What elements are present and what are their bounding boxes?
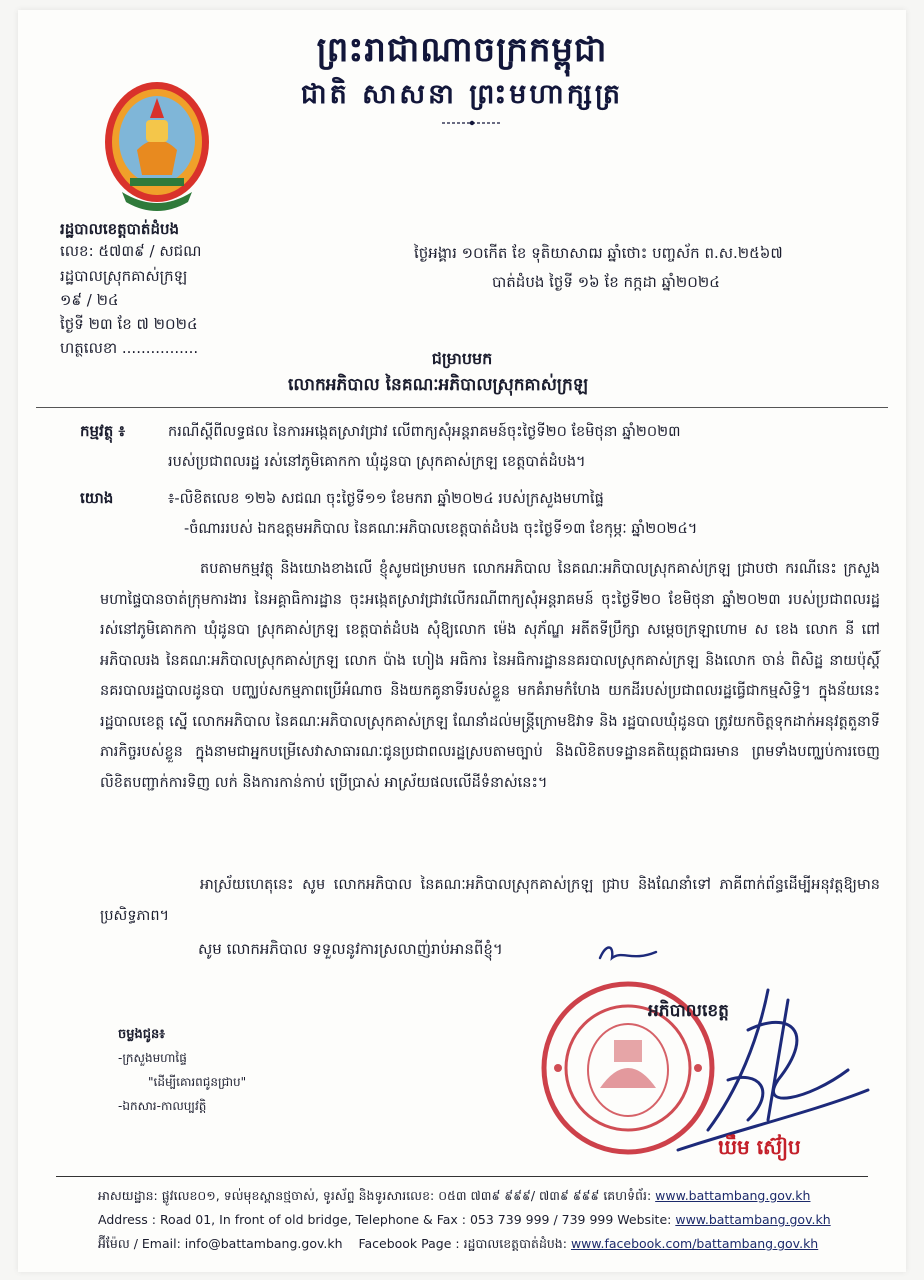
closing-line: សូម លោកអភិបាល ទទួលនូវការស្រលាញ់រាប់អានពីខ្ញុំ។ — [198, 940, 503, 958]
provincial-emblem-logo — [102, 80, 212, 220]
lunar-date: ថ្ងៃអង្គារ ១០កើត ខែ ទុតិយាសាឍ ឆ្នាំថោះ បញ្ចស័ក ព.ស.២៥៦៧ — [414, 244, 783, 262]
website-link[interactable]: www.battambang.gov.kh — [675, 1212, 831, 1227]
facebook-label: Facebook Page : រដ្ឋបាលខេត្តបាត់ដំបង: — [358, 1236, 567, 1251]
facebook-link[interactable]: www.facebook.com/battambang.gov.kh — [570, 1236, 819, 1251]
cc-item: "ដើម្បីគោរពជូនជ្រាប" — [148, 1075, 247, 1089]
recipient-name: លោកអភិបាល នៃគណៈអភិបាលស្រុកគាស់ក្រឡ — [288, 375, 589, 395]
cc-item: -ក្រសួងមហាផ្ទៃ — [118, 1051, 187, 1065]
cc-title: ចម្លងជូន៖ — [118, 1027, 165, 1042]
footer-english-address — [98, 1212, 831, 1227]
footer-khmer-address-text: អាសយដ្ឋាន: ផ្លូវលេខ០១, ទល់មុខស្ពានថ្មចាស់, ទូរស័ព្ទ និងទូរសារលេខ: ០៥៣ ៧៣៩ ៩៩៩/ ៧៣៩ ៩៩៩ គេហទំព័រ: — [98, 1188, 652, 1203]
signatory-title: អភិបាលខេត្ត — [648, 1001, 729, 1021]
footer-contact — [98, 1236, 818, 1255]
stamp-line: ថ្ងៃទី ២៣ ខែ ៧ ២០២៤ — [60, 315, 198, 333]
recipient-label: ជម្រាបមក — [431, 349, 493, 368]
sender-administration: រដ្ឋបាលខេត្តបាត់ដំបង — [60, 220, 180, 238]
header-divider — [36, 407, 888, 408]
national-motto: ជាតិ សាសនា ព្រះមហាក្សត្រ — [300, 79, 624, 110]
received-stamp — [60, 264, 360, 360]
body-paragraph-2: អាស្រ័យហេតុនេះ សូម លោកអភិបាល នៃគណៈអភិបាលស្រុកគាស់ក្រឡ ជ្រាប និងណែនាំទៅ ភាគីពាក់ព័ន្ធដើម្បីអនុវត្តឱ្យមានប្រសិទ្ធភាព។ — [100, 877, 880, 924]
website-link[interactable]: www.battambang.gov.kh — [655, 1188, 811, 1203]
cc-item: -ឯកសារ-កាលប្បវត្តិ — [118, 1099, 207, 1113]
stamp-line: ១៩ / ២៤ — [60, 291, 119, 309]
solar-date: បាត់ដំបង ថ្ងៃទី ១៦ ខែ កក្កដា ឆ្នាំ២០២៤ — [492, 273, 720, 291]
reference-number-value: ៥៧៣៩ / សជណ — [98, 242, 202, 260]
ornament-divider — [442, 120, 502, 126]
stamp-line: ហត្ថលេខា ................ — [60, 339, 199, 357]
official-letter — [18, 10, 906, 1272]
reference-line-2: -ចំណាររបស់ ឯកឧត្តមអភិបាល នៃគណៈអភិបាលខេត្តបាត់ដំបង ចុះថ្ងៃទី១៣ ខែកុម្ភៈ ឆ្នាំ២០២៤។ — [184, 521, 698, 537]
body-paragraph-1: តបតាមកម្មវត្ថុ និងយោងខាងលើ ខ្ញុំសូមជម្រាបមក លោកអភិបាល នៃគណៈអភិបាលស្រុកគាស់ក្រឡ ជ្រាបថា ករណីនេះ ក្រសួងមហាផ្ទៃបានចាត់ក្រុមការងារ នៃអគ្គាធិការដ្ឋាន ចុះអង្កេតស្រាវជ្រាវលើករណីពាក្យសុំអន្តរាគមន៍ ចុះថ្ងៃទី២០ ខែមិថុនា ឆ្នាំ២០២៣ របស់ប្រជាពលរដ្ឋរស់នៅភូមិគោកកា ឃុំដូនបា ស្រុកគាស់ក្រឡ ខេត្តបាត់ដំបង សុំឱ្យលោក ម៉េង សុភ័ណ្ឌ អតីតទីប្រឹក្សា សម្តេចក្រឡាហោម ស ខេង លោក នី ពៅ អភិបាលរង នៃគណៈអភិបាលស្រុកគាស់ក្រឡ លោក ប៉ាង ហៀង អធិការ នៃអធិការដ្ឋាននគរបាលស្រុកគាស់ក្រឡ និងលោក ចាន់ ពិសិដ្ឋ នាយប៉ុស្តិ៍នគរបាលរដ្ឋបាលដូនបា បញ្ឈប់សកម្មភាពប្រើអំណាច និងយកគូនាទីរបស់ខ្លួន មកគំរាមកំហែង យកដីរបស់ប្រជាពលរដ្ឋធ្វើជាកម្មសិទ្ធិ។ ក្នុងន័យនេះ រដ្ឋបាលខេត្ត ស្នើ លោកអភិបាល នៃគណៈអភិបាលស្រុកគាស់ក្រឡ ណែនាំដល់មន្ត្រីក្រោមឱវាទ និង រដ្ឋបាលឃុំដូនបា ត្រូវយកចិត្តទុកដាក់អនុវត្តតួនាទីភារកិច្ចរបស់ខ្លួន ក្នុងនាមជាអ្នកបម្រើសេវាសាធារណៈជូនប្រជាពលរដ្ឋស្របតាមច្បាប់ និងលិខិតបទដ្ឋានគតិយុត្តជាធរមាន ព្រមទាំងបញ្ឈប់ការចេញលិខិតបញ្ជាក់ការទិញ លក់ និងការកាន់កាប់ ប្រើប្រាស់ អាស្រ័យផលលើដីទំនាស់នេះ។ — [100, 561, 880, 791]
subject-label: កម្មវត្ថុ ៖ — [80, 422, 126, 440]
reference-label: យោង — [80, 489, 114, 507]
reference-number — [60, 242, 201, 264]
reference-line-1: ៖-លិខិតលេខ ១២៦ សជណ ចុះថ្ងៃទី១១ ខែមករា ឆ្នាំ២០២៤ របស់ក្រសួងមហាផ្ទៃ — [168, 491, 604, 507]
footer-khmer-address — [98, 1188, 810, 1207]
email-link[interactable]: info@battambang.gov.kh — [184, 1236, 343, 1251]
subject-line-2: របស់ប្រជាពលរដ្ឋ រស់នៅភូមិគោកកា ឃុំដូនបា ស្រុកគាស់ក្រឡ ខេត្តបាត់ដំបង។ — [168, 454, 586, 470]
kingdom-title: ព្រះរាជាណាចក្រកម្ពុជា — [316, 30, 608, 70]
footer-english-address-text: Address : Road 01, In front of old bridge, Telephone & Fax : 053 739 999 / 739 999 Website: — [98, 1212, 672, 1227]
reference-number-label: លេខ: — [60, 242, 94, 260]
initial-mark — [596, 940, 660, 966]
stamp-line: រដ្ឋបាលស្រុកគាស់ក្រឡ — [60, 267, 188, 285]
subject-line-1: ករណីស្តីពីលទ្ធផល នៃការអង្កេតស្រាវជ្រាវ លើពាក្យសុំអន្តរាគមន៍ចុះថ្ងៃទី២០ ខែមិថុនា ឆ្នាំ២០២៣ — [168, 424, 681, 440]
email-label: អ៊ីម៉ែល / Email: — [98, 1236, 181, 1251]
signatory-name: ឃឹម ស៊ៀប — [718, 1135, 801, 1159]
footer-divider — [56, 1176, 868, 1177]
